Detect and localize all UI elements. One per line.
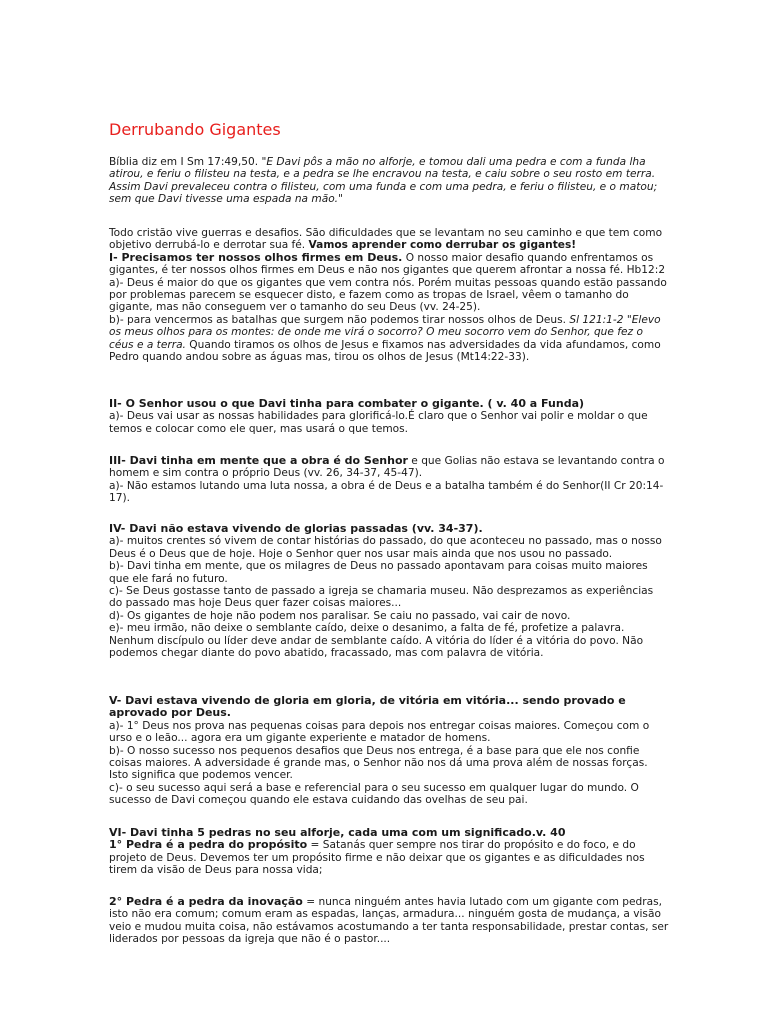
s4-item-c: c)- Se Deus gostasse tanto de passado a igreja se chamaria museu. Não desprezamos as experiências do passado mas hoje Deus quer fazer coisas maiores... (109, 585, 654, 610)
section-6-stone-2 (109, 896, 669, 946)
s1-heading-rest: O nosso maior desafio quando enfrentamos os gigantes, é ter nossos olhos firmes em Deus e não nos gigantes que querem afrontar a nossa fé. Hb12:2 (109, 251, 666, 277)
s1-intro (109, 227, 669, 252)
s6-stone-1-text: = Satanás quer sempre nos tirar do propósito e do foco, e do projeto de Deus. Devemos ter um propósito firme e não deixar que os gigantes e as dificuldades nos tirem da visão de Deus para nossa vida; (109, 839, 645, 877)
s1-intro-text: Todo cristão vive guerras e desafios. São dificuldades que se levantam no seu caminho e que tem como objetivo derrubá-lo e derrotar sua fé. (109, 227, 663, 252)
s1-b-quote: Sl 121:1-2 "Elevo os meus olhos para os montes: de onde me virá o socorro? O meu socorro vem do Senhor, que fez o céus e a terra. (109, 313, 661, 351)
s1-item-a: a)- Deus é maior do que os gigantes que vem contra nós. Porém muitas pessoas quando estão passando por problemas parecem se esquecer disto, e fazem como as tropas de Israel, vêem o tamanho do gigante, mas não conseguem ver o tamanho do seu Deus (vv. 24-25). (109, 276, 667, 314)
s5-item-c: c)- o seu sucesso aqui será a base e referencial para o seu sucesso em qualquer lugar do mundo. O sucesso de Davi começou quando ele estava cuidando das ovelhas de seu pai. (109, 781, 639, 807)
s6-stone-2 (109, 896, 669, 946)
intro-paragraph (109, 156, 669, 206)
s5-item-b: b)- O nosso sucesso nos pequenos desafios que Deus nos entrega, é a base para que ele nos confie coisas maiores. A adversidade é grande mas, o Senhor não nos dá uma prova além de nossas forças. Isto significa que podemos vencer. (109, 744, 648, 782)
intro-quote-end: " (338, 193, 343, 206)
s6-stone-1-title: 1° Pedra é a pedra do propósito (109, 838, 308, 852)
s1-intro-bold: Vamos aprender como derrubar os gigantes! (308, 239, 577, 252)
intro-text (109, 156, 669, 206)
s1-heading-bold: I- Precisamos ter nossos olhos firmes em Deus. (109, 250, 403, 264)
s6-heading: VI- Davi tinha 5 pedras no seu alforje, cada uma com um significado.v. 40 (109, 826, 566, 839)
s3-heading-rest: e que Golias não estava se levantando contra o homem e sim contra o próprio Deus (vv. 26, 34-37, 45-47). (109, 455, 665, 480)
s5-heading: V- Davi estava vivendo de gloria em gloria, de vitória em vitória... sendo provado e aprovado por Deus. (109, 694, 626, 720)
s4-item-b: b)- Davi tinha em mente, que os milagres de Deus no passado apontavam para coisas muito maiores que ele fará no futuro. (109, 560, 648, 585)
s3-heading (109, 455, 669, 480)
s4-item-d: d)- Os gigantes de hoje não podem nos paralisar. Se caiu no passado, vai cair de novo. (109, 609, 571, 622)
section-2 (109, 398, 669, 435)
document-title: Derrubando Gigantes (109, 120, 281, 139)
s6-stone-2-title: 2° Pedra é a pedra da inovação (109, 895, 303, 908)
s6-stone-2-text: = nunca ninguém antes havia lutado com um gigante com pedras, isto não era comum; comum eram as espadas, lanças, armadura... ninguém gosta de mudança, a visão veio e mudou muita coisa, não estávamos acostumando a ter tanta responsabilidade, prestar contas, ser liderados por pessoas da igreja que não é o pastor.... (109, 896, 669, 946)
section-1 (109, 227, 669, 363)
s4-item-e: e)- meu irmão, não deixe o semblante caído, deixe o desanimo, a falta de fé, profetize a palavra. Nenhum discípulo ou líder deve andar de semblante caído. A vitória do líder é a vitória do povo. Não podemos chegar diante do povo abatido, fracassado, mas com palavra de vitória. (109, 622, 644, 660)
s1-item-b (109, 314, 669, 364)
section-6 (109, 827, 669, 877)
s1-heading (109, 252, 669, 277)
s1-b-text: b)- para vencermos as batalhas que surgem não podemos tirar nossos olhos de Deus. (109, 313, 570, 326)
s1-b-rest: Quando tiramos os olhos de Jesus e fixamos nas adversidades da vida afundamos, como Pedro quando andou sobre as águas mas, tirou os olhos de Jesus (Mt14:22-33). (109, 338, 661, 364)
section-5 (109, 695, 669, 807)
section-4 (109, 523, 669, 659)
s4-heading: IV- Davi não estava vivendo de glorias passadas (vv. 34-37). (109, 522, 483, 535)
intro-quote: "E Davi pôs a mão no alforje, e tomou dali uma pedra e com a funda lha atirou, e feriu o filisteu na testa, e a pedra se lhe encravou na testa, e caiu sobre o seu rosto em terra. Assim Davi prevaleceu contra o filisteu, com uma funda e com uma pedra, e feriu o filisteu, e o matou; sem que Davi tivesse uma espada na mão. (109, 156, 658, 206)
s6-stone-1 (109, 839, 669, 876)
intro-lead: Bíblia diz em I Sm 17:49,50. (109, 156, 262, 168)
s4-item-a: a)- muitos crentes só vivem de contar histórias do passado, do que aconteceu no passado, mas o nosso Deus é o Deus que de hoje. Hoje o Senhor quer nos usar mais ainda que nos usou no passado. (109, 535, 662, 560)
s2-item-a: a)- Deus vai usar as nossas habilidades para glorificá-lo.É claro que o Senhor vai polir e moldar o que temos e colocar como ele quer, mas usará o que temos. (109, 410, 648, 435)
s5-item-a: a)- 1° Deus nos prova nas pequenas coisas para depois nos entregar coisas maiores. Começou com o urso e o leão... agora era um gigante experiente e matador de homens. (109, 719, 650, 745)
s2-heading: II- O Senhor usou o que Davi tinha para combater o gigante. ( v. 40 a Funda) (109, 397, 585, 410)
s3-heading-bold: III- Davi tinha em mente que a obra é do Senhor (109, 454, 408, 467)
section-3 (109, 455, 669, 505)
s3-item-a: a)- Não estamos lutando uma luta nossa, a obra é de Deus e a batalha também é do Senhor(II Cr 20:14-17). (109, 479, 664, 505)
